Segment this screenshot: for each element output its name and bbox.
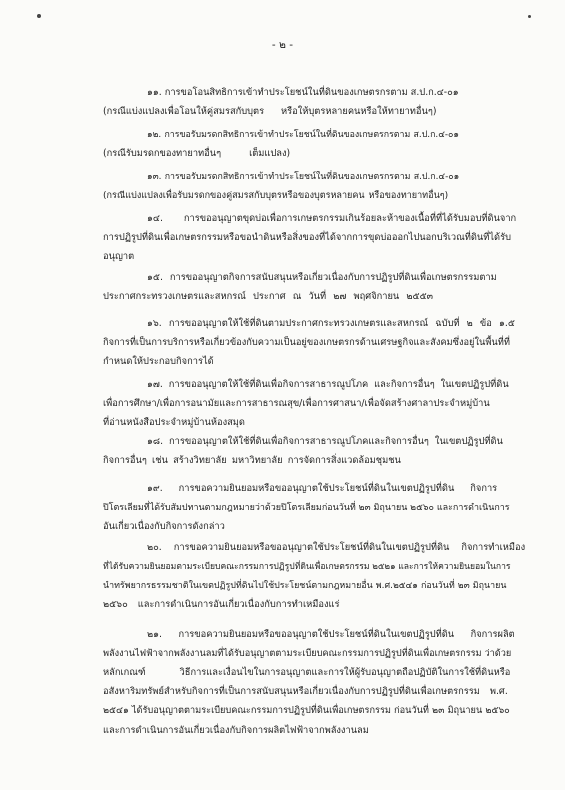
- item-21-text-line: ๒๕๔๑ ได้รับอนุญาตตามระเบียบคณะกรรมการปฏิรูปที่ดินเพื่อเกษตรกรรม ก่อนวันที่ ๒๓ มิถุนายน ๒๕๖๐: [103, 705, 510, 717]
- item-19-text-line: ปิโตรเลียมที่ได้รับสัมปทานตามกฎหมายว่าด้วยปิโตรเลียมก่อนวันที่ ๒๓ มิถุนายน ๒๕๖๐ และการดำเนินการ: [103, 503, 510, 514]
- page-number: - ๒ -: [271, 39, 294, 51]
- item-11-text-line: (กรณีแบ่งแปลงเพื่อโอนให้คู่สมรสกับบุตร หรือให้บุตรหลายคนหรือให้ทายาทอื่นๆ): [103, 106, 437, 118]
- item-19-heading: ๑๙. การขอความยินยอมหรือขออนุญาตใช้ประโยชน์ที่ดินในเขตปฏิรูปที่ดิน กิจการ: [147, 483, 498, 494]
- item-18-text-line: กิจการอื่นๆ เช่น สร้างวิทยาลัย มหาวิทยาลัย การจัดการสิ่งแวดล้อมชุมชน: [103, 455, 401, 467]
- item-16-heading: ๑๖. การขออนุญาตให้ใช้ที่ดินตามประกาศกระทรวงเกษตรและสหกรณ์ ฉบับที่ ๒ ข้อ ๑.๕: [147, 318, 515, 329]
- item-16-text-line: กิจการที่เป็นการบริการหรือเกี่ยวข้องกับความเป็นอยู่ของเกษตรกรด้านเศรษฐกิจและสังคมซึ่งอยู่ในพื้นที่ที่: [103, 337, 510, 349]
- scan-speck: [37, 14, 41, 18]
- item-15-heading: ๑๕. การขออนุญาตกิจการสนับสนุนหรือเกี่ยวเนื่องกับการปฏิรูปที่ดินเพื่อเกษตรกรรมตาม: [147, 272, 497, 283]
- item-20-text-line: นำทรัพยากรธรรมชาติในเขตปฏิรูปที่ดินไปใช้ประโยชน์ตามกฎหมายอื่น พ.ศ.๒๕๔๑ ก่อนวันที่ ๒๓ มิถุนายน: [103, 581, 507, 592]
- item-21-heading: ๒๑. การขอความยินยอมหรือขออนุญาตใช้ประโยชน์ที่ดินในเขตปฏิรูปที่ดิน กิจการผลิต: [147, 629, 515, 640]
- item-15-text-line: ประกาศกระทรวงเกษตรและสหกรณ์ ประกาศ ณ วันที่ ๒๗ พฤศจิกายน ๒๕๕๓: [103, 291, 433, 303]
- item-14-text-line: การปฏิรูปที่ดินเพื่อเกษตรกรรมหรือขอนำดินหรือสิ่งของที่ได้จากการขุดบ่อออกไปนอกบริเวณที่ดินที่ได้รับ: [103, 232, 511, 244]
- item-20-text-line: ๒๕๖๐ และการดำเนินการอันเกี่ยวเนื่องกับการทำเหมืองแร่: [103, 599, 340, 611]
- item-13-text-line: (กรณีแบ่งแปลงเพื่อรับมรดกของคู่สมรสกับบุตรหรือของบุตรหลายคน หรือของทายาทอื่นๆ): [103, 191, 449, 202]
- item-12-text-line: (กรณีรับมรดกของทายาทอื่นๆ เต็มแปลง): [103, 148, 291, 160]
- item-12-heading: ๑๒. การขอรับมรดกสิทธิการเข้าทำประโยชน์ในที่ดินของเกษตรกรตาม ส.ป.ก.๔-๐๑: [147, 130, 460, 140]
- item-18-heading: ๑๘. การขออนุญาตให้ใช้ที่ดินเพื่อกิจการสาธารณูปโภคและกิจการอื่นๆ ในเขตปฏิรูปที่ดิน: [147, 436, 503, 447]
- item-20-text-line: ที่ได้รับความยินยอมตามระเบียบคณะกรรมการปฏิรูปที่ดินเพื่อเกษตรกรรม ๒๕๒๑ และการให้ความยินยอมในการ: [103, 562, 511, 573]
- item-21-text-line: และการดำเนินการอันเกี่ยวเนื่องกับกิจการผลิตไฟฟ้าจากพลังงานลม: [103, 724, 369, 736]
- item-11-heading: ๑๑. การขอโอนสิทธิการเข้าทำประโยชน์ในที่ดินของเกษตรกรตาม ส.ป.ก.๔-๐๑: [147, 87, 459, 98]
- item-17-text-line: เพื่อการศึกษา/เพื่อการอนามัยและการสาธารณสุข/เพื่อการศาสนา/เพื่อจัดสร้างศาลาประจำหมู่บ้าน: [103, 398, 490, 410]
- item-16-text-line: กำหนดให้ประกอบกิจการได้: [103, 356, 214, 368]
- item-20-heading: ๒๐. การขอความยินยอมหรือขออนุญาตใช้ประโยชน์ที่ดินในเขตปฏิรูปที่ดิน กิจการทำเหมือง: [147, 542, 526, 553]
- item-14-text-line: อนุญาต: [103, 251, 135, 263]
- item-21-text-line: พลังงานไฟฟ้าจากพลังงานลมที่ได้รับอนุญาตตามระเบียบคณะกรรมการปฏิรูปที่ดินเพื่อเกษตรกรรม ว่าด้วย: [103, 648, 512, 660]
- item-17-heading: ๑๗. การขออนุญาตให้ใช้ที่ดินเพื่อกิจการสาธารณูปโภค และกิจการอื่นๆ ในเขตปฏิรูปที่ดิน: [147, 379, 509, 390]
- item-19-text-line: อันเกี่ยวเนื่องกับกิจการดังกล่าว: [103, 521, 225, 533]
- item-17-text-line: ที่อ่านหนังสือประจำหมู่บ้านห้องสมุด: [103, 417, 245, 429]
- item-13-heading: ๑๓. การขอรับมรดกสิทธิการเข้าทำประโยชน์ในที่ดินของเกษตรกรตาม ส.ป.ก.๔-๐๑: [147, 172, 460, 182]
- item-14-heading: ๑๔. การขออนุญาตขุดบ่อเพื่อการเกษตรกรรมเกินร้อยละห้าของเนื้อที่ที่ได้รับมอบที่ดินจาก: [147, 213, 517, 224]
- item-21-text-line: หลักเกณฑ์ วิธีการและเงื่อนไขในการอนุญาตและการให้ผู้รับอนุญาตถือปฏิบัติในการใช้ที่ดินหรือ: [103, 667, 511, 679]
- scan-speck: [528, 15, 531, 18]
- item-21-text-line: อสังหาริมทรัพย์สำหรับกิจการที่เป็นการสนับสนุนหรือเกี่ยวเนื่องกับการปฏิรูปที่ดินเพื่อเกษตรกรรม พ.ศ.: [103, 686, 508, 698]
